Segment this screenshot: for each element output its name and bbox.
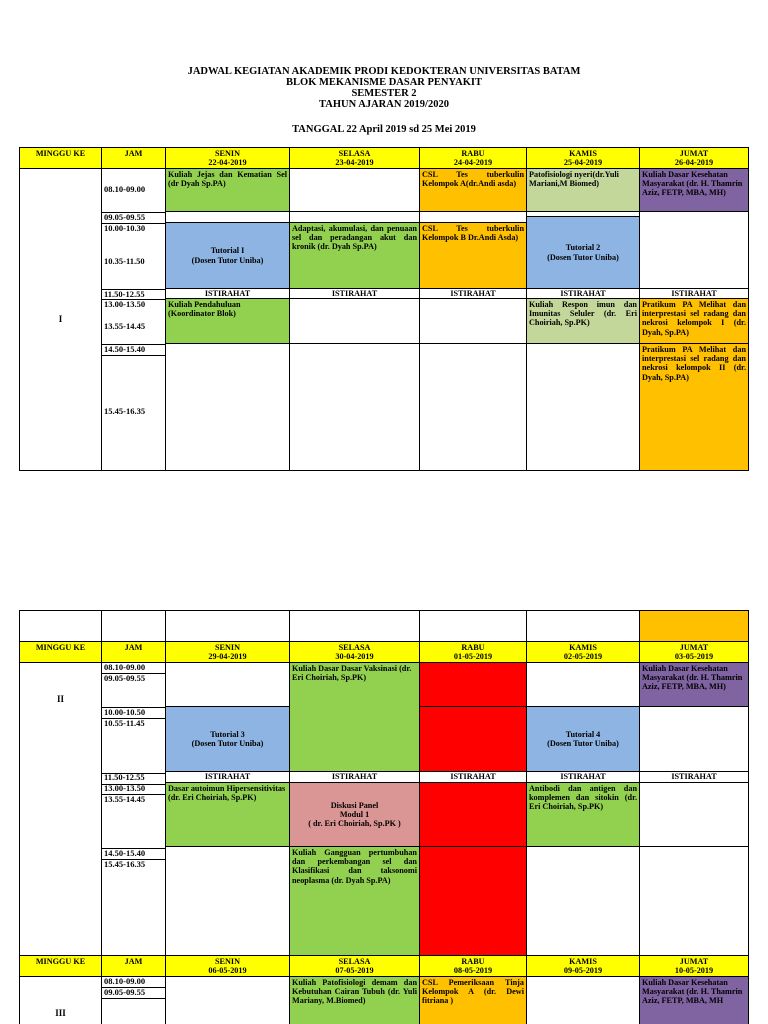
header-rabu: RABU 08-05-2019 [419,955,527,977]
time-column [101,662,166,956]
time-slot: 09.05-09.55 [104,212,146,222]
empty-cell [165,662,290,707]
time-slot: 10.55-11.45 [104,718,145,728]
istirahat-cell: ISTIRAHAT [289,771,420,783]
time-column [101,168,166,471]
header-jam: JAM [101,641,166,663]
activity-cell: CSL Tes tuberkulin Kelompok B Dr.Andi Asda) [419,222,527,289]
istirahat-cell: ISTIRAHAT [419,288,527,299]
time-slot: 09.05-09.55 [104,987,146,997]
activity-cell: Adaptasi, akumulasi, dan penuaan sel dan peradangan akut dan kronik (dr. Dyah Sp.PA) [289,222,420,289]
holiday-cell [419,706,527,772]
istirahat-cell: ISTIRAHAT [639,771,749,783]
activity-cell: Tutorial 2 (Dosen Tutor Uniba) [526,216,640,289]
activity-cell: Kuliah Dasar Kesehatan Masyarakat (dr. H. Thamrin Aziz, FETP, MBA, MH) [639,168,749,212]
istirahat-cell: ISTIRAHAT [526,771,640,783]
time-slot: 11.50-12.55 [104,772,145,782]
empty-cell [639,706,749,772]
istirahat-cell: ISTIRAHAT [165,288,290,299]
time-slot: 08.10-09.00 [104,184,146,194]
activity-cell: Tutorial I (Dosen Tutor Uniba) [165,222,290,289]
header-jam: JAM [101,955,166,977]
empty-cell [19,610,102,642]
empty-cell [289,610,420,642]
time-slot: 13.55-14.45 [104,794,146,804]
header-selasa: SELASA 07-05-2019 [289,955,420,977]
time-slot: 13.55-14.45 [104,321,146,331]
empty-cell [165,976,290,1024]
title-line: BLOK MEKANISME DASAR PENYAKIT [286,77,482,88]
header-minggu: MINGGU KE [19,641,102,663]
empty-cell [419,343,527,471]
activity-cell: Tutorial 4 (Dosen Tutor Uniba) [526,706,640,772]
header-rabu: RABU 24-04-2019 [419,147,527,169]
header-selasa: SELASA 23-04-2019 [289,147,420,169]
week-column [19,976,102,1024]
empty-cell [289,298,420,344]
header-kamis: KAMIS 25-04-2019 [526,147,640,169]
header-minggu: MINGGU KE [19,147,102,169]
header-kamis: KAMIS 02-05-2019 [526,641,640,663]
istirahat-cell: ISTIRAHAT [419,771,527,783]
empty-cell [526,610,640,642]
header-selasa: SELASA 30-04-2019 [289,641,420,663]
time-slot: 11.50-12.55 [104,289,145,299]
empty-cell [289,168,420,212]
istirahat-cell: ISTIRAHAT [526,288,640,299]
time-slot: 15.45-16.35 [104,859,146,869]
empty-cell [639,211,749,289]
empty-cell [419,298,527,344]
activity-cell: Pratikum PA Melihat dan interprestasi sel radang dan nekrosi kelompok I (dr. Dyah, Sp.PA) [639,298,749,344]
empty-cell [165,846,290,956]
header-rabu: RABU 01-05-2019 [419,641,527,663]
activity-cell: Kuliah Dasar Kesehatan Masyarakat (dr. H. Thamrin Aziz, FETP, MBA, MH) [639,662,749,707]
empty-cell [639,846,749,956]
header-jumat: JUMAT 03-05-2019 [639,641,749,663]
header-senin: SENIN 29-04-2019 [165,641,290,663]
empty-cell [639,782,749,847]
week-label: I [19,168,102,471]
empty-cell [526,662,640,707]
activity-cell: Tutorial 3 (Dosen Tutor Uniba) [165,706,290,772]
activity-cell: Patofisiologi nyeri(dr.Yuli Mariani,M Biomed) [526,168,640,212]
time-slot: 10.00-10.30 [104,223,146,233]
time-slot: 10.35-11.50 [104,256,145,266]
activity-cell: Kuliah Patofisiologi demam dan Kebutuhan Cairan Tubuh (dr. Yuli Mariany, M.Biomed) [289,976,420,1024]
empty-cell [101,610,166,642]
header-senin: SENIN 06-05-2019 [165,955,290,977]
empty-cell [526,846,640,956]
activity-cell: Antibodi dan antigen dan komplemen dan sitokin (dr. Eri Choiriah, Sp.PK) [526,782,640,847]
header-minggu: MINGGU KE [19,955,102,977]
activity-cell: Diskusi Panel Modul 1 ( dr. Eri Choiriah, Sp.PK ) [289,782,420,847]
empty-cell [419,610,527,642]
week-column [19,662,102,956]
empty-cell [289,343,420,471]
empty-cell [526,343,640,471]
empty-cell [165,610,290,642]
holiday-cell [419,846,527,956]
activity-cell: Pratikum PA Melihat dan interprestasi sel radang dan nekrosi kelompok II (dr. Dyah, Sp.PA) [639,343,749,471]
header-jumat: JUMAT 10-05-2019 [639,955,749,977]
empty-cell [165,343,290,471]
header-kamis: KAMIS 09-05-2019 [526,955,640,977]
holiday-cell [419,662,527,707]
date-range: TANGGAL 22 April 2019 sd 25 Mei 2019 [292,124,476,135]
activity-cell: CSL Pemeriksaan Tinja Kelompok A (dr. Dewi fitriana ) [419,976,527,1024]
activity-cell: Kuliah Jejas dan Kematian Sel (dr Dyah Sp.PA) [165,168,290,212]
activity-cell: Kuliah Respon imun dan Imunitas Seluler (dr. Eri Choiriah, Sp.PK) [526,298,640,344]
time-slot: 10.00-10.50 [104,707,146,717]
title-line: JADWAL KEGIATAN AKADEMIK PRODI KEDOKTERAN UNIVERSITAS BATAM [187,66,581,77]
activity-cell: Kuliah Dasar Dasar Vaksinasi (dr. Eri Choiriah, Sp.PK) [289,662,420,772]
week-label: III [55,1008,66,1018]
title-line: SEMESTER 2 [351,88,417,99]
time-slot: 13.00-13.50 [104,783,146,793]
header-senin: SENIN 22-04-2019 [165,147,290,169]
time-slot: 13.00-13.50 [104,299,146,309]
activity-cell: Kuliah Gangguan pertumbuhan dan perkembangan sel dan Klasifikasi dan taksonomi neoplasma (dr. Dyah Sp.PA) [289,846,420,956]
header-jam: JAM [101,147,166,169]
time-slot: 14.50-15.40 [104,344,146,354]
activity-cell: Dasar autoimun Hipersensitivitas (dr. Eri Choiriah, Sp.PK) [165,782,290,847]
title-line: TAHUN AJARAN 2019/2020 [319,99,449,110]
header-jumat: JUMAT 26-04-2019 [639,147,749,169]
time-column [101,976,166,1024]
empty-cell [639,610,749,642]
time-slot: 14.50-15.40 [104,848,146,858]
time-slot: 15.45-16.35 [104,406,146,416]
week-label: II [56,694,64,704]
istirahat-cell: ISTIRAHAT [289,288,420,299]
time-slot: 08.10-09.00 [104,976,146,986]
document-title [0,66,768,110]
activity-cell: Kuliah Pendahuluan (Koordinator Blok) [165,298,290,344]
istirahat-cell: ISTIRAHAT [639,288,749,299]
time-slot: 08.10-09.00 [104,662,146,672]
time-slot: 09.05-09.55 [104,673,146,683]
activity-cell: CSL Tes tuberkulin Kelompok A(dr.Andi asda) [419,168,527,212]
istirahat-cell: ISTIRAHAT [165,771,290,783]
empty-cell [526,976,640,1024]
activity-cell: Kuliah Dasar Kesehatan Masyarakat (dr. H. Thamrin Aziz, FETP, MBA, MH [639,976,749,1024]
holiday-cell [419,782,527,847]
